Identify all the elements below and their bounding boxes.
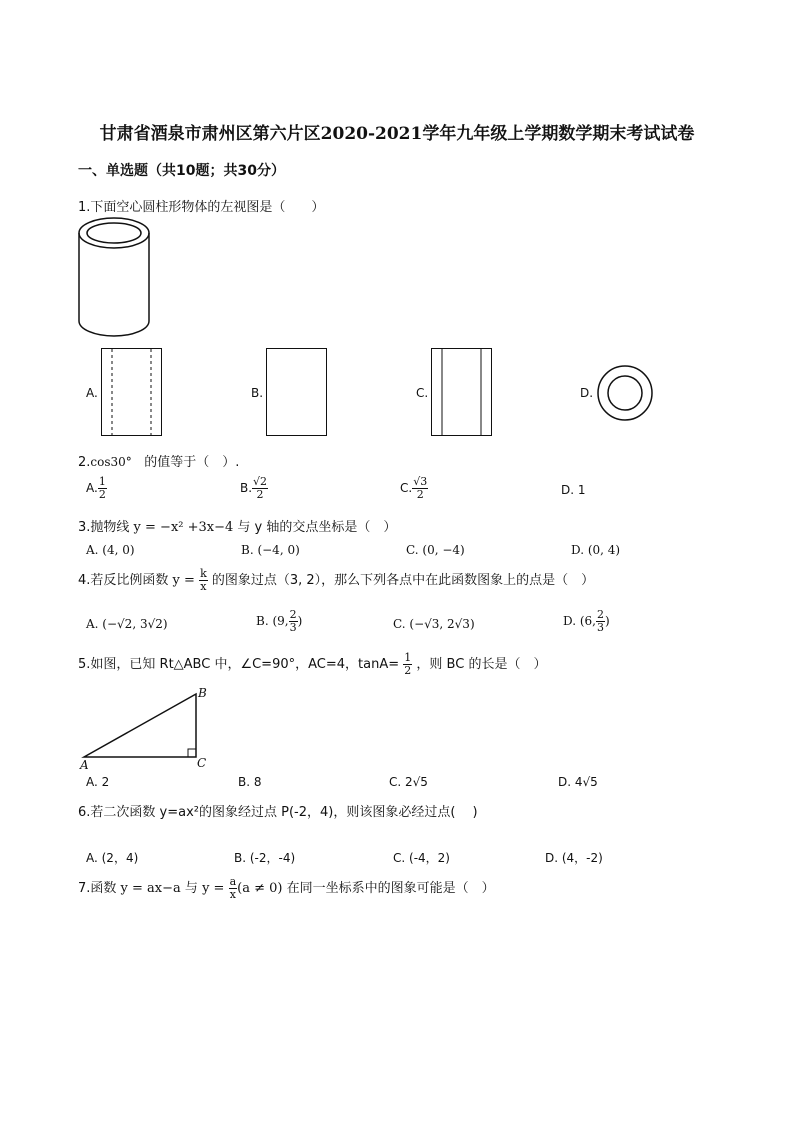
- q1-stem: 1.下面空心圆柱形物体的左视图是（ ）: [78, 200, 325, 215]
- q2-option-c[interactable]: [400, 476, 428, 501]
- q4-option-b-text: B. (9,: [256, 614, 289, 628]
- q2-stem: [78, 451, 239, 470]
- q4-option-d-fraction: $\frac{2}{3}$: [596, 608, 604, 634]
- q1-option-a-label: A.: [86, 386, 98, 400]
- q1-option-c-view[interactable]: [431, 348, 492, 436]
- q5-option-a[interactable]: A. 2: [86, 775, 110, 789]
- q7-stem: [78, 876, 495, 901]
- q3-option-b[interactable]: B. (−4, 0): [241, 543, 300, 557]
- q6-option-b[interactable]: B. (-2，-4): [234, 851, 296, 865]
- q3-expression: y = −x² +3x−4: [133, 520, 234, 535]
- q5-option-c[interactable]: C. 2√5: [389, 775, 428, 789]
- q3-option-c[interactable]: C. (0, −4): [406, 543, 465, 557]
- q1-option-b-label: B.: [251, 386, 264, 400]
- q6-option-a[interactable]: A. (2，4): [86, 851, 139, 865]
- q2-option-d[interactable]: D. 1: [561, 483, 586, 497]
- q2-option-b-label: B.: [240, 481, 253, 495]
- q1-option-d-view[interactable]: [596, 364, 654, 422]
- q5-fraction: $\frac{1}{2}$: [404, 651, 412, 677]
- q1-option-d-label: D.: [580, 386, 594, 400]
- q6-option-c[interactable]: C. (-4，2): [393, 851, 450, 865]
- q7-expression-1: y = ax−a: [120, 881, 181, 896]
- q2-expression: cos30°: [90, 455, 132, 469]
- q3-option-a[interactable]: A. (4, 0): [86, 543, 135, 557]
- q5-option-d[interactable]: D. 4√5: [558, 775, 598, 789]
- q4-suffix: 的图象过点（3, 2），那么下列各点中在此函数图象上的点是（ ）: [211, 573, 595, 588]
- q4-option-b-close: ): [297, 614, 303, 628]
- q7-connector: 与: [184, 881, 198, 896]
- q4-stem: [78, 568, 594, 593]
- q4-option-d-close: ): [604, 614, 610, 628]
- q2-option-b[interactable]: [240, 476, 268, 501]
- page-title: 甘肃省酒泉市肃州区第六片区2020-2021学年九年级上学期数学期末考试试卷: [99, 124, 695, 144]
- hollow-cylinder-figure: [76, 216, 156, 340]
- q6-stem: 6.若二次函数 y=ax²的图象经过点 P(-2，4)，则该图象必经过点( ): [78, 805, 478, 820]
- q4-expression: y =: [172, 573, 195, 588]
- q6-option-d[interactable]: D. (4，-2): [545, 851, 603, 865]
- q7-suffix: 在同一坐标系中的图象可能是（ ）: [286, 881, 495, 896]
- q4-option-a[interactable]: A. (−√2, 3√2): [86, 617, 168, 631]
- q2-option-c-label: C.: [400, 481, 413, 495]
- q7-fraction: $\frac{a}{x}$: [229, 875, 237, 901]
- q5-stem: [78, 652, 546, 677]
- vertex-b-label: B: [198, 686, 207, 700]
- vertex-a-label: A: [80, 758, 89, 772]
- q7-expression-2: y =: [202, 881, 225, 896]
- q2-suffix: 的值等于（ ）.: [144, 455, 240, 470]
- q7-condition: (a ≠ 0): [237, 881, 283, 896]
- vertex-c-label: C: [197, 756, 207, 770]
- q3-suffix: 与 y 轴的交点坐标是（ ）: [237, 520, 397, 535]
- q2-option-a-label: A.: [86, 481, 98, 495]
- q4-option-c[interactable]: C. (−√3, 2√3): [393, 617, 475, 631]
- q4-option-d[interactable]: [563, 609, 610, 634]
- q2-option-b-fraction: $\frac{√2}{2}$: [253, 475, 268, 501]
- q4-option-b-fraction: $\frac{2}{3}$: [289, 608, 297, 634]
- q4-option-d-text: D. (6,: [563, 614, 596, 628]
- section-heading: 一、单选题（共10题；共30分）: [78, 163, 285, 179]
- q4-prefix: 4.若反比例函数: [78, 573, 169, 588]
- q2-number: 2.: [78, 455, 91, 470]
- q3-option-d[interactable]: D. (0, 4): [571, 543, 621, 557]
- q1-option-a-view[interactable]: [101, 348, 162, 436]
- q5-option-b[interactable]: B. 8: [238, 775, 262, 789]
- q3-stem: [78, 516, 396, 535]
- q5-suffix: ，则 BC 的长是（ ）: [416, 657, 547, 672]
- q2-option-a-fraction: $\frac{1}{2}$: [98, 475, 106, 501]
- q2-option-a[interactable]: [86, 476, 107, 501]
- q3-prefix: 3.抛物线: [78, 520, 130, 535]
- q7-prefix: 7.函数: [78, 881, 117, 896]
- q4-option-b[interactable]: [256, 609, 302, 634]
- q4-fraction: $\frac{k}{x}$: [200, 567, 207, 593]
- q2-option-c-fraction: $\frac{√3}{2}$: [413, 475, 428, 501]
- q1-option-b-view[interactable]: [266, 348, 327, 436]
- q1-option-c-label: C.: [416, 386, 429, 400]
- q5-prefix: 5.如图，已知 Rt△ABC 中，∠C=90°，AC=4，tanA=: [78, 657, 400, 672]
